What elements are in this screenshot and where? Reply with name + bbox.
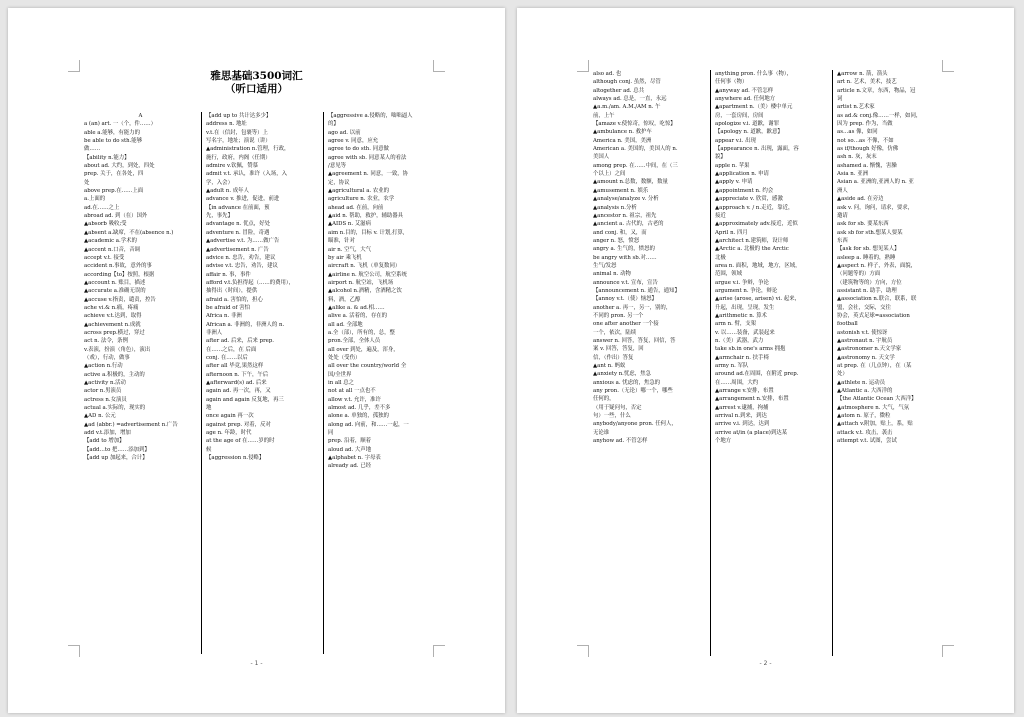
entry-line: 处处（受伤） — [328, 354, 361, 361]
entry-line: ▲athlete n. 运动员 — [837, 379, 886, 386]
title-line-1: 雅思基础3500词汇 — [210, 70, 303, 82]
entry-line: add v.t.添加，增加 — [84, 430, 131, 437]
entry-line: active a.积极的，主动的 — [84, 371, 145, 378]
entry-line: against prep. 对着，反对 — [206, 421, 271, 428]
entry-line: ▲administration n.管理，行政， — [206, 146, 290, 153]
vocabulary-columns — [589, 70, 954, 656]
entry-line: apologize v.i. 道歉，谢罪 — [715, 121, 780, 128]
entry-line: act n. 法令，条例 — [84, 338, 128, 345]
entry-line: ▲ancient a. 古代的，古老的 — [593, 221, 664, 228]
entry-line: April n. 四月 — [715, 229, 748, 236]
entry-line: 【the Atlantic Ocean 大西洋】 — [837, 396, 917, 403]
entry-line: anxious a. 忧虑的，焦急的 — [593, 379, 661, 386]
entry-line: ▲accurate a.准确无误的 — [84, 288, 146, 295]
entry-line: ashamed a. 惭愧，害臊 — [837, 162, 897, 169]
title-line-2: （听口适用） — [225, 83, 288, 95]
entry-line: 国/全世界 — [328, 371, 352, 378]
entry-line: anything pron. 什么事（物）， — [715, 71, 792, 77]
entry-line: across prep.横过，穿过 — [84, 329, 145, 336]
entry-line: ▲arrow n. 箭，箭头 — [837, 71, 888, 77]
entry-line: army n. 军队 — [715, 363, 749, 370]
entry-line: ▲appreciate v. 欣赏，感激 — [715, 196, 783, 203]
entry-line: a.全（部），所有的，总，整 — [328, 329, 395, 336]
entry-line: ▲absorb 吸收;受 — [84, 221, 127, 228]
vocab-column-3 — [832, 70, 954, 656]
entry-line: art n. 艺术，美术，技艺 — [837, 79, 897, 86]
document-page-1 — [8, 8, 505, 713]
entry-line: 处 — [84, 179, 90, 186]
entry-line: arrival n.到来，到达 — [715, 413, 767, 420]
entry-line: 在……之后，在 后面 — [206, 346, 257, 353]
entry-line: among prep. 在……中间，在（三 — [593, 162, 678, 169]
entry-line: 同 — [328, 430, 334, 437]
entry-line: a.上面的 — [84, 196, 106, 203]
entry-line: ▲adult n. 成年人 — [206, 188, 249, 195]
entry-line: ▲alphabet n. 字母表 — [328, 455, 381, 462]
entry-line: apple n. 苹果 — [715, 162, 750, 169]
entry-line: 貌】 — [715, 154, 726, 161]
vocab-column-2 — [710, 70, 832, 656]
entry-line: 升起，出现，呈现，发生 — [715, 304, 775, 311]
entry-line: accept v.t. 接受 — [84, 254, 125, 261]
entry-line: 写名字，地址；演说（讲） — [206, 138, 271, 145]
entry-line: 一个，依次，陆续 — [593, 329, 637, 336]
entry-line: agriculture n. 农业，农学 — [328, 196, 395, 203]
entry-line: at the age of 在……岁的时 — [206, 438, 275, 445]
entry-line: abroad ad. 到（在）国外 — [84, 213, 148, 220]
entry-line: 任何的， — [593, 396, 615, 403]
entry-line: conj. 在……以后 — [206, 354, 248, 361]
entry-line: 抽得出（时间），提供 — [206, 288, 258, 295]
entry-line: ▲aid n. 帮助，救护，辅助器具 — [328, 213, 404, 220]
entry-line: 词 — [837, 96, 843, 103]
entry-line: 任何事（物） — [715, 79, 748, 86]
entry-line: aloud ad. 大声地 — [328, 446, 372, 453]
entry-line: 【add up 加起来，合计】 — [84, 455, 148, 462]
entry-line: 瞄准，针对 — [328, 238, 355, 245]
entry-line: all over 到处，遍及，浑身， — [328, 346, 399, 353]
entry-line: answer n. 回答，答复，回信，答 — [593, 338, 676, 344]
entry-line: ▲ad (abbr.) =advertisement n.广告 — [84, 421, 178, 428]
entry-line: 邀请 — [837, 212, 848, 219]
entry-line: 【appearance n. 出现，露面，容 — [715, 146, 799, 153]
entry-line: ▲aside ad. 在旁边 — [837, 196, 884, 203]
entry-line: ▲ancestor n. 祖宗，祖先 — [593, 212, 657, 219]
entry-line: 【amaze v.使惊奇，惊叹，吃惊】 — [593, 121, 676, 128]
entry-line: agree with sb. 同意某人的看法 — [328, 154, 407, 161]
entry-line: not at all 一点也不 — [328, 388, 376, 395]
entry-line: above prep.在……上面 — [84, 188, 144, 195]
entry-line: adventure n. 冒险，奇遇 — [206, 229, 270, 236]
entry-line: about ad. 大约，到处，四处 — [84, 163, 155, 170]
entry-line: 【annoy v.t.（使）恼怒】 — [593, 296, 657, 303]
entry-line: 东西 — [837, 237, 848, 244]
entry-line: ▲accent n.口音，音调 — [84, 246, 141, 253]
entry-line: 【apology n. 道歉，歉意】 — [715, 129, 783, 136]
entry-line: ▲apply v. 申请 — [715, 179, 753, 186]
entry-line: ▲analyse/analyze v. 分析 — [593, 196, 659, 203]
entry-line: ▲anyway ad. 不管怎样 — [715, 87, 774, 94]
entry-line: able a.能够，有能力的 — [84, 129, 140, 136]
entry-line: v.表演，扮演（角色），演出 — [84, 346, 151, 353]
entry-line: advantage n. 优点，好处 — [206, 221, 270, 228]
entry-line: although conj. 虽然，尽管 — [593, 79, 661, 86]
entry-line: ahead ad. 在前，向前 — [328, 204, 384, 211]
entry-line: ▲astronomer n.天文学家 — [837, 346, 902, 353]
entry-line: ▲afterward(s) ad. 后来 — [206, 380, 267, 386]
entry-line: 学，入会） — [206, 179, 233, 186]
entry-line: age n. 年龄，时代 — [206, 430, 252, 437]
entry-line: ▲aspect n. 样子，外表，面貌， — [837, 262, 917, 269]
document-page-2 — [517, 8, 1014, 713]
entry-line: 【add to 增加】 — [84, 438, 125, 445]
entry-line: pron.全部，全体人员 — [328, 338, 381, 345]
entry-line: again ad. 再一次，再，又 — [206, 388, 271, 395]
entry-line: 无论谁 — [593, 429, 610, 436]
entry-line: not so…as 不像，不如 — [837, 137, 894, 144]
entry-line: ▲accuse v.指责，谴责，控告 — [84, 296, 156, 303]
entry-line: ago ad. 以前 — [328, 129, 361, 136]
entry-line: ▲association n.联合，联系，联 — [837, 296, 917, 303]
entry-line: ▲academic a.学术的 — [84, 238, 137, 245]
entry-line: at prep. 在（几点钟），在（某 — [837, 363, 912, 370]
entry-line: be angry with sb.对…… — [593, 254, 657, 261]
entry-line: announce v.t. 宣布，宣告 — [593, 279, 658, 286]
entry-line: ▲Arctic a. 北极的 the Arctic — [715, 246, 789, 253]
entry-line: A — [138, 113, 143, 119]
entry-line: artist n.艺术家 — [837, 104, 875, 111]
entry-line: ▲analysis n.分析 — [593, 204, 637, 211]
document-title — [8, 70, 505, 96]
entry-line: after all 毕竟,果然这样 — [206, 363, 264, 370]
entry-line: a (an) art. 一（个，件……） — [84, 121, 157, 128]
entry-line: ▲achievement n.成就 — [84, 321, 141, 328]
entry-line: 范围，领域 — [715, 271, 742, 278]
entry-line: article n.文章，东西，物品，冠 — [837, 87, 916, 94]
entry-line: American a. 美国的，美国人的 n. — [593, 146, 678, 153]
entry-line: area n. 面积，地域，地方，区域， — [715, 262, 801, 269]
entry-line: （建筑物等的）方向，方位 — [837, 279, 902, 286]
entry-line: always ad. 总是，一直，永远 — [593, 96, 667, 103]
entry-line: as…as 像，如同 — [837, 129, 878, 136]
entry-line: aim n.目的，目标 v. 计划,打算, — [328, 229, 405, 236]
entry-line: 【ask for sb. 想见某人】 — [837, 246, 900, 253]
entry-line: 个以上）之间 — [593, 171, 626, 178]
entry-line: ▲arrest v.逮捕，拘捕 — [715, 404, 769, 411]
vocab-column-1 — [589, 70, 710, 656]
entry-line: ▲ambulance n. 救护车 — [593, 129, 652, 136]
vocab-column-1 — [80, 112, 201, 654]
entry-line: ▲appointment n. 约会 — [715, 187, 774, 194]
entry-line: along ad. 向前，和……一起，一 — [328, 421, 409, 428]
entry-line: alone a. 单独的，孤独的 — [328, 413, 389, 420]
entry-line: be able to do sth.能够 — [84, 138, 143, 145]
entry-line: 【in advance 在前面，预 — [206, 204, 270, 211]
entry-line: 【announcement n. 通告，通知】 — [593, 287, 680, 294]
entry-line: ▲absent a.缺席，不在(absence n.) — [84, 229, 174, 236]
entry-line: ask sb for sth.想某人要某 — [837, 229, 903, 236]
entry-line: animal n. 动物 — [593, 271, 631, 278]
entry-line: ▲agreement n. 同意，一致，协 — [328, 171, 409, 178]
entry-line: ▲amount n.总数，数额，数量 — [593, 179, 668, 186]
entry-line: ▲architect n.建筑师，设计师 — [715, 237, 789, 244]
entry-line: 【ability n.能力】 — [84, 154, 130, 161]
entry-line: all ad. 全部地 — [328, 321, 363, 328]
entry-line: 非洲人 — [206, 329, 223, 336]
entry-line: admit v.t. 承认，准许（入场，入 — [206, 171, 287, 178]
vocab-column-2 — [201, 112, 323, 654]
entry-line: advice n. 忠告，劝告，建议 — [206, 254, 276, 261]
entry-line: 在……周围，大约 — [715, 379, 759, 386]
entry-line: accident n.事故，意外的事 — [84, 263, 152, 270]
entry-line: African a. 非洲的，非洲人的 n. — [206, 321, 285, 328]
entry-line: ▲arrangement n.安排，布置 — [715, 396, 789, 403]
entry-line: argument n. 争论，辩论 — [715, 287, 778, 294]
entry-line: ad.在……之上 — [84, 204, 120, 211]
entry-line: ▲atom n. 原子，微粒 — [837, 413, 891, 420]
entry-line: ask v. 问，询问，请求，要求， — [837, 204, 914, 211]
entry-line: ▲agricultural a. 农业的 — [328, 188, 390, 195]
entry-line: anywhere ad. 任何地方 — [715, 96, 776, 103]
entry-line: （问题等的）方面 — [837, 271, 881, 278]
entry-line: 处） — [837, 371, 848, 378]
entry-line: 北极 — [715, 254, 726, 261]
entry-line: anger n. 怒，愤怒 — [593, 237, 640, 244]
entry-line: ache vi.& n.痛，疼痛 — [84, 304, 139, 311]
entry-line: ▲approach v. / n.走近，靠近， — [715, 204, 794, 211]
entry-line: ▲AD n. 公元 — [84, 413, 116, 420]
entry-line: ▲application n. 申请 — [715, 171, 769, 178]
entry-line: anyhow ad. 不管怎样 — [593, 438, 648, 445]
entry-line: （戏），行动，做事 — [84, 354, 130, 361]
entry-line: ▲arithmetic n. 算术 — [715, 312, 767, 319]
entry-line: ▲amusement n. 娱乐 — [593, 187, 649, 194]
entry-line: attack v.t. 攻击，袭击 — [837, 429, 893, 436]
entry-line: ▲astronomy n. 天文学 — [837, 354, 895, 361]
entry-line: 不同的 pron. 另一个 — [593, 312, 644, 319]
entry-line: ▲action n.行动 — [84, 363, 123, 370]
entry-line: （用于疑问句，否定 — [593, 404, 642, 411]
entry-line: 协会，英式足球=association — [837, 312, 910, 319]
entry-line: ▲armchair n. 扶手椅 — [715, 354, 769, 361]
entry-line: ▲alcohol n.酒精，含酒精之饮 — [328, 288, 402, 295]
entry-line: n.（美）武器，武力 — [715, 338, 764, 344]
entry-line: ▲airline n. 航空公司，航空系统 — [328, 271, 407, 278]
entry-line: achieve v.t.达到，取得 — [84, 313, 142, 320]
entry-line: in all 总之 — [328, 380, 355, 386]
entry-line: 地 — [206, 405, 212, 412]
entry-line: as if/though 好像，仿佛 — [837, 146, 899, 153]
entry-line: admire v.钦佩，赞慕 — [206, 163, 259, 170]
entry-line: 做…… — [84, 146, 101, 153]
entry-line: afternoon n. 下午，午后 — [206, 371, 269, 378]
entry-line: take sb.in one's arms 拥抱 — [715, 346, 786, 353]
entry-line: as ad.& conj.像……一样，如同， — [837, 112, 922, 119]
entry-line: 料，酒，乙醇 — [328, 296, 361, 303]
entry-line: advance v. 推进，促进，前进 — [206, 196, 280, 203]
entry-line: 前，上午 — [593, 112, 615, 119]
entry-line: airport n. 航空站，飞机场 — [328, 279, 394, 286]
entry-line: ▲anxiety n.忧虑，焦急 — [593, 371, 651, 378]
entry-line: altogether ad. 总共 — [593, 87, 644, 94]
entry-line: v.t.在（信封，包裹等）上 — [206, 129, 268, 136]
entry-line: afford v.t.负担得起（……的费用）， — [206, 279, 295, 286]
entry-line: astonish v.t. 使惊讶 — [837, 329, 888, 336]
entry-line: actor n.男演员 — [84, 388, 122, 395]
entry-line: actress n.女演员 — [84, 396, 127, 403]
entry-line: 【add…to 把……添加到】 — [84, 446, 150, 453]
entry-line: ▲attach v.附加，贴上，系，贴 — [837, 421, 913, 428]
page-number: - 1 - — [250, 660, 263, 667]
entry-line: ▲arise (arose, arisen) vi. 起来， — [715, 296, 800, 303]
entry-line: all over the country/world 全 — [328, 363, 407, 370]
entry-line: ▲apartment n.（美）楼中单元 — [715, 104, 793, 111]
entry-line: 句）一些，什么 — [593, 413, 631, 420]
vocab-column-3 — [323, 112, 445, 654]
entry-line: Africa n. 非洲 — [206, 313, 242, 320]
entry-line: 定，协议 — [328, 179, 350, 186]
entry-line: afraid a. 害怕的，担心 — [206, 296, 263, 303]
entry-line: after ad. 后来，后来 prep. — [206, 338, 274, 345]
margin-corner-mark — [577, 645, 589, 657]
entry-line: agree v. 同意，应允 — [328, 138, 379, 145]
entry-line: agree to do sth. 同意做 — [328, 146, 389, 153]
entry-line: advise v.t. 忠告，劝告，建议 — [206, 263, 278, 270]
entry-line: football — [837, 321, 858, 328]
entry-line: actual a.实际的，现实的 — [84, 405, 146, 412]
entry-line: 房，一套房间，房间 — [715, 112, 764, 119]
entry-line: around ad.在周围，在附近 prep. — [715, 371, 799, 378]
entry-line: according【to】按照，根据 — [84, 271, 155, 278]
entry-line: ▲activity n.活动 — [84, 380, 126, 386]
entry-line: ▲astronaut n. 宇航员 — [837, 338, 893, 344]
entry-line: 【aggression n.侵略】 — [206, 455, 265, 462]
entry-line: ▲account n. 账目，描述 — [84, 279, 146, 286]
entry-line: any pron.（无论）哪一个，哪些 — [593, 388, 673, 395]
vocabulary-columns — [80, 112, 445, 654]
entry-line: ▲arrange v.安排，布置 — [715, 388, 774, 395]
entry-line: aircraft n. 飞机（单复数同） — [328, 263, 401, 270]
page-number: - 2 - — [759, 660, 772, 667]
entry-line: 生气/发怒 — [593, 262, 617, 269]
entry-line: arrive v.i. 到达，达到 — [715, 421, 770, 428]
entry-line: alive a. 活着的，存在的 — [328, 313, 387, 320]
entry-line: assistant n. 助手，助理 — [837, 287, 897, 294]
entry-line: ▲advertisement n. 广告 — [206, 246, 269, 253]
entry-line: ▲advertise v.t. 为……做广告 — [206, 238, 280, 245]
entry-line: /意见等 — [328, 163, 346, 170]
entry-line: 洲人 — [837, 187, 848, 194]
entry-line: 因为 prep. 作为，当做 — [837, 121, 893, 128]
entry-line: almost ad. 几乎，差不多 — [328, 405, 391, 412]
entry-line: ▲a.m./am. A.M./AM n. 午 — [593, 104, 661, 111]
entry-line: air n. 空气，大气 — [328, 246, 372, 253]
entry-line: Asian a. 亚洲的,亚洲人的 n. 亚 — [837, 179, 914, 186]
entry-line: argue v.i. 争辩，争论 — [715, 279, 769, 286]
entry-line: arm n. 臂，支架 — [715, 321, 757, 328]
margin-corner-mark — [68, 645, 80, 657]
entry-line: affair n. 事，事件 — [206, 271, 251, 278]
entry-line: attempt v.t. 试图，尝试 — [837, 438, 897, 445]
entry-line: America n. 美国，美洲 — [593, 137, 652, 144]
entry-line: 【aggressive a.侵略的，咄咄逼人 — [328, 113, 413, 119]
entry-line: 的】 — [328, 121, 339, 128]
entry-line: asleep a. 睡着的，熟睡 — [837, 254, 896, 261]
entry-line: also ad. 也 — [593, 71, 622, 77]
margin-corner-mark — [577, 60, 589, 72]
entry-line: 信，（作出）答复 — [593, 354, 634, 361]
entry-line: allow v.t. 允许，准许 — [328, 396, 381, 403]
entry-line: ▲ant n. 蚂蚁 — [593, 363, 626, 370]
entry-line: ▲approximately adv.接近，近似 — [715, 221, 798, 228]
entry-line: prep. 沿着，顺着 — [328, 438, 372, 445]
entry-line: 个地方 — [715, 438, 732, 445]
entry-line: address n. 地址 — [206, 121, 247, 128]
entry-line: Asia n. 亚洲 — [837, 171, 868, 178]
entry-line: angry a. 生气的，愤怒的 — [593, 246, 655, 253]
entry-line: 【add up to 共计达多少】 — [206, 113, 272, 119]
entry-line: ▲alike a. & ad.相…… — [328, 304, 385, 311]
entry-line: 盟，会社，交际，交往 — [837, 304, 891, 311]
entry-line: another a. 再一，另一，别的， — [593, 304, 672, 311]
entry-line: 美国人 — [593, 154, 610, 161]
entry-line: appear v.i. 出现 — [715, 137, 756, 144]
entry-line: arrive at/in (a place)到达某 — [715, 429, 788, 436]
entry-line: once again 再一次 — [206, 413, 254, 420]
entry-line: one after another 一个接 — [593, 321, 659, 328]
entry-line: v. 以……装备，武装起来 — [715, 329, 775, 336]
entry-line: 接近 — [715, 212, 726, 219]
entry-line: 案 v. 回答，答复，回 — [593, 346, 644, 353]
entry-line: 候 — [206, 446, 212, 453]
entry-line: prep. 关于，在各处，四 — [84, 171, 144, 178]
entry-line: ▲AIDS n. 艾滋病 — [328, 221, 371, 228]
entry-line: again and again 反复地，再三 — [206, 396, 284, 403]
entry-line: and conj. 和，又，而 — [593, 229, 647, 236]
entry-line: already ad. 已经 — [328, 463, 372, 470]
entry-line: ash n. 灰，灰末 — [837, 154, 877, 161]
entry-line: be afraid of 害怕 — [206, 304, 250, 311]
entry-line: ▲Atlantic a. 大西洋的 — [837, 388, 893, 395]
entry-line: ask for sb. 要某东西 — [837, 221, 889, 228]
entry-line: anybody/anyone pron. 任何人， — [593, 421, 677, 428]
entry-line: 施行，政府，内阁（任期） — [206, 154, 271, 161]
entry-line: 先，事先】 — [206, 213, 233, 220]
entry-line: ▲atmosphere n. 大气，气氛 — [837, 404, 910, 411]
entry-line: by air 乘飞机 — [328, 254, 362, 261]
